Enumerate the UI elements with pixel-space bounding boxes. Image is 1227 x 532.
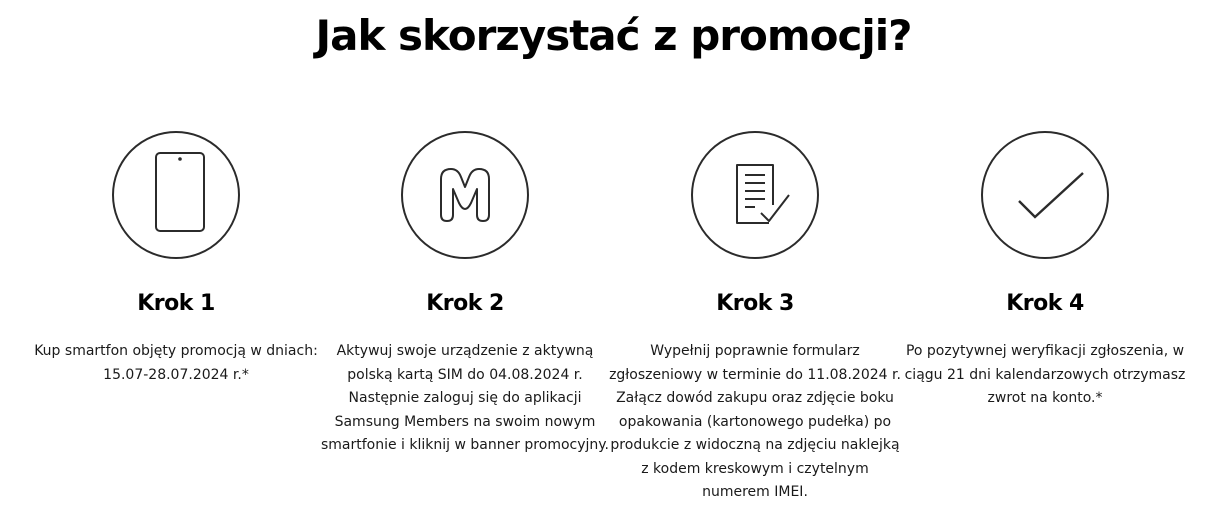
step-3-description: Wypełnij poprawnie formularz zgłoszeniowy w terminie do 11.08.2024 r. Załącz dowód zakupu oraz zdjęcie boku opakowania (kartonowego pudełka) po produkcie z widoczną na zdjęciu naklejką z kodem kreskowym i czytelnym numerem IMEI. bbox=[609, 343, 901, 500]
step-1-title: Krok 1 bbox=[137, 291, 215, 316]
step-4-description: Po pozytywnej weryfikacji zgłoszenia, w ciągu 21 dni kalendarzowych otrzymasz zwrot na konto.* bbox=[904, 343, 1186, 406]
step-3-icon-circle bbox=[691, 131, 819, 259]
form-document-icon bbox=[693, 133, 817, 257]
page-title: Jak skorzystać z promocji? bbox=[315, 11, 912, 60]
step-2-icon-circle bbox=[401, 131, 529, 259]
step-1-icon-circle bbox=[112, 131, 240, 259]
step-1-description: Kup smartfon objęty promocją w dniach: 15.07-28.07.2024 r.* bbox=[34, 343, 318, 383]
checkmark-icon bbox=[983, 133, 1107, 257]
smartphone-icon bbox=[114, 133, 238, 257]
samsung-members-icon bbox=[403, 133, 527, 257]
step-4-icon-circle bbox=[981, 131, 1109, 259]
step-2-description: Aktywuj swoje urządzenie z aktywną polską kartą SIM do 04.08.2024 r. Następnie zaloguj się do aplikacji Samsung Members na swoim nowym smartfonie i kliknij w banner promocyjny. bbox=[320, 343, 610, 453]
step-2-title: Krok 2 bbox=[426, 291, 504, 316]
step-3-title: Krok 3 bbox=[716, 291, 794, 316]
step-4-title: Krok 4 bbox=[1006, 291, 1084, 316]
